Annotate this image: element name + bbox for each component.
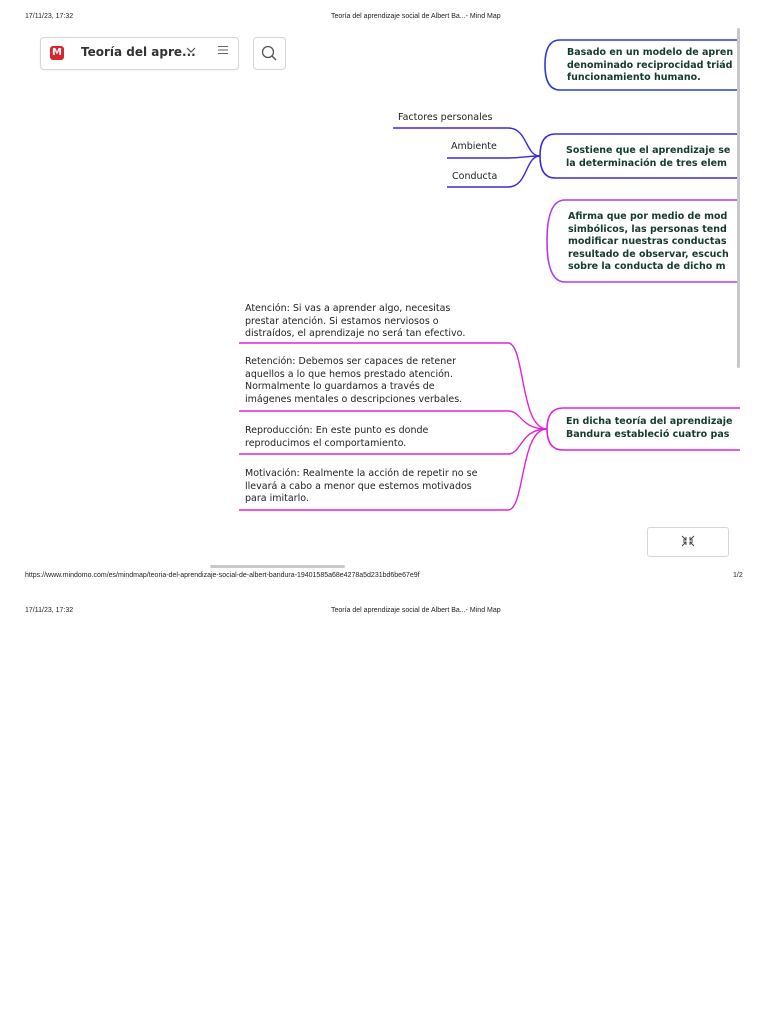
- chevron-down-icon[interactable]: [185, 44, 197, 59]
- print-datetime: 17/11/23, 17:32: [25, 13, 74, 20]
- mindomo-logo-icon: M: [50, 46, 64, 60]
- print-url: https://www.mindomo.com/es/mindmap/teoria-del-aprendizaje-social-de-albert-bandura-19401585a68e4278a5d231bd6be67e9f: [25, 572, 420, 579]
- connector-conducta: [508, 156, 540, 187]
- collapse-button[interactable]: [647, 527, 729, 557]
- connector-reproduccion: [508, 429, 547, 454]
- mindmap-child-retencion[interactable]: Retención: Debemos ser capaces de retener aquellos a lo que hemos prestado atención. Normalmente lo guardamos a través de imágenes mentales o descripciones verbales.: [245, 356, 463, 405]
- mindmap-node-modelos-simbolicos[interactable]: Afirma que por medio de mod simbólicos, las personas tend modificar nuestras conductas resultado de observar, escuch sobre la conducta de dicho m: [568, 211, 729, 272]
- horizontal-scrollbar[interactable]: [210, 565, 345, 568]
- search-icon: [254, 38, 285, 69]
- collapse-icon: [680, 534, 696, 548]
- connector-factores: [508, 128, 540, 156]
- search-button[interactable]: [253, 37, 286, 70]
- connector-atencion: [508, 343, 547, 429]
- mindmap-node-cuatro-pasos[interactable]: En dicha teoría del aprendizaje Bandura estableció cuatro pas: [566, 416, 733, 440]
- mindmap-node-determinacion[interactable]: Sostiene que el aprendizaje se la determinación de tres elem: [566, 145, 731, 169]
- print-page-number: 1/2: [733, 572, 743, 579]
- mindmap-child-atencion[interactable]: Atención: Si vas a aprender algo, necesitas prestar atención. Si estamos nerviosos o distraídos, el aprendizaje no será tan efectivo.: [245, 303, 466, 339]
- print-datetime-page2: 17/11/23, 17:32: [25, 607, 74, 614]
- mindmap-child-motivacion[interactable]: Motivación: Realmente la acción de repetir no se llevará a cabo a menor que estemos motivados para imitarlo.: [245, 468, 478, 504]
- mindmap-child-reproduccion[interactable]: Reproducción: En este punto es donde reproducimos el comportamiento.: [245, 425, 429, 449]
- mindmap-canvas[interactable]: [0, 25, 740, 567]
- print-page-title: Teoría del aprendizaje social de Albert Ba...- Mind Map: [331, 13, 501, 20]
- print-page-title-page2: Teoría del aprendizaje social de Albert Ba...- Mind Map: [331, 607, 501, 614]
- hamburger-menu-icon[interactable]: [216, 43, 230, 61]
- mindmap-child-conducta[interactable]: Conducta: [452, 171, 498, 182]
- connector-retencion: [508, 411, 547, 429]
- mindmap-child-ambiente[interactable]: Ambiente: [451, 141, 497, 152]
- vertical-scrollbar[interactable]: [737, 28, 740, 368]
- map-title[interactable]: Teoría del apre...: [81, 45, 196, 59]
- mindmap-child-factores-personales[interactable]: Factores personales: [398, 112, 493, 123]
- map-toolbar: [40, 37, 239, 70]
- connector-motivacion: [508, 429, 547, 510]
- mindmap-node-modelo[interactable]: Basado en un modelo de apren denominado reciprocidad triád funcionamiento humano.: [567, 47, 734, 83]
